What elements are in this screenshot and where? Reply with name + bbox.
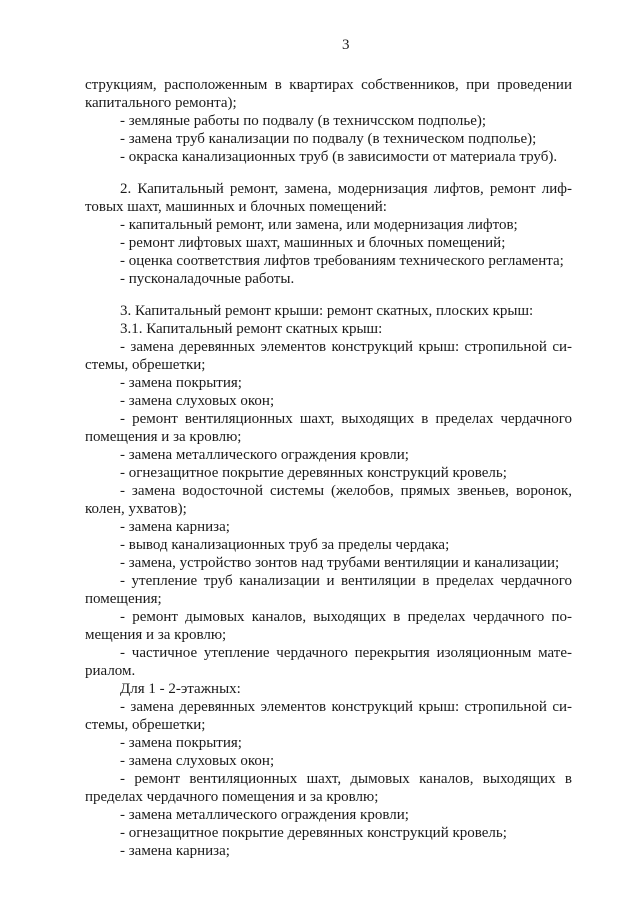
list-item: - ремонт лифтовых шахт, машинных и блочных помещений; — [120, 235, 506, 251]
list-item: - пусконаладочные работы. — [120, 271, 295, 287]
list-item: - ремонт вентиляционных шахт, выходящих в пределах чердачного — [120, 411, 572, 427]
section-heading: 3. Капитальный ремонт крыши: ремонт скатных, плоских крыш: — [120, 303, 534, 319]
list-item-continuation: помещения и за кровлю; — [85, 429, 242, 445]
list-item-continuation: пределах чердачного помещения и за кровлю; — [85, 789, 379, 805]
paragraph-line: струкциям, расположенным в квартирах собственников, при проведении — [85, 77, 572, 93]
list-item-continuation: колен, ухватов); — [85, 501, 187, 517]
list-item: - замена слуховых окон; — [120, 753, 275, 769]
list-item: - замена металлического ограждения кровли; — [120, 807, 409, 823]
list-item-continuation: риалом. — [85, 663, 136, 679]
list-item: - огнезащитное покрытие деревянных конструкций кровель; — [120, 465, 507, 481]
list-item: - огнезащитное покрытие деревянных конструкций кровель; — [120, 825, 507, 841]
list-item: - замена деревянных элементов конструкций крыш: стропильной си- — [120, 339, 572, 355]
list-item-continuation: помещения; — [85, 591, 162, 607]
list-item: - замена, устройство зонтов над трубами вентиляции и канализации; — [120, 555, 560, 571]
list-item: - замена водосточной системы (желобов, прямых звеньев, воронок, — [120, 483, 572, 499]
list-item: - замена деревянных элементов конструкций крыш: стропильной си- — [120, 699, 572, 715]
list-item: - оценка соответствия лифтов требованиям технического регламента; — [120, 253, 564, 269]
section-heading-continuation: товых шахт, машинных и блочных помещений: — [85, 199, 387, 215]
list-item: - замена слуховых окон; — [120, 393, 275, 409]
list-item: - окраска канализационных труб (в зависимости от материала труб). — [120, 149, 558, 165]
list-item: - капитальный ремонт, или замена, или модернизация лифтов; — [120, 217, 518, 233]
list-item-continuation: мещения и за кровлю; — [85, 627, 227, 643]
list-item: - замена металлического ограждения кровли; — [120, 447, 409, 463]
group-heading: Для 1 - 2-этажных: — [120, 681, 241, 697]
document-body — [85, 76, 572, 860]
list-item-continuation: стемы, обрешетки; — [85, 717, 206, 733]
list-item: - ремонт вентиляционных шахт, дымовых каналов, выходящих в — [120, 771, 572, 787]
subsection-heading: 3.1. Капитальный ремонт скатных крыш: — [120, 321, 383, 337]
list-item: - утепление труб канализации и вентиляции в пределах чердачного — [120, 573, 572, 589]
page-number: 3 — [342, 37, 350, 53]
list-item: - замена карниза; — [120, 519, 230, 535]
section-heading: 2. Капитальный ремонт, замена, модернизация лифтов, ремонт лиф- — [120, 181, 572, 197]
list-item: - замена карниза; — [120, 843, 230, 859]
list-item: - замена покрытия; — [120, 735, 242, 751]
list-item: - замена труб канализации по подвалу (в техническом подполье); — [120, 131, 537, 147]
list-item: - земляные работы по подвалу (в техничсском подполье); — [120, 113, 487, 129]
list-item: - вывод канализационных труб за пределы чердака; — [120, 537, 450, 553]
list-item-continuation: стемы, обрешетки; — [85, 357, 206, 373]
paragraph-line: капитального ремонта); — [85, 95, 237, 111]
list-item: - замена покрытия; — [120, 375, 242, 391]
list-item: - частичное утепление чердачного перекрытия изоляционным мате- — [120, 645, 572, 661]
list-item: - ремонт дымовых каналов, выходящих в пределах чердачного по- — [120, 609, 572, 625]
